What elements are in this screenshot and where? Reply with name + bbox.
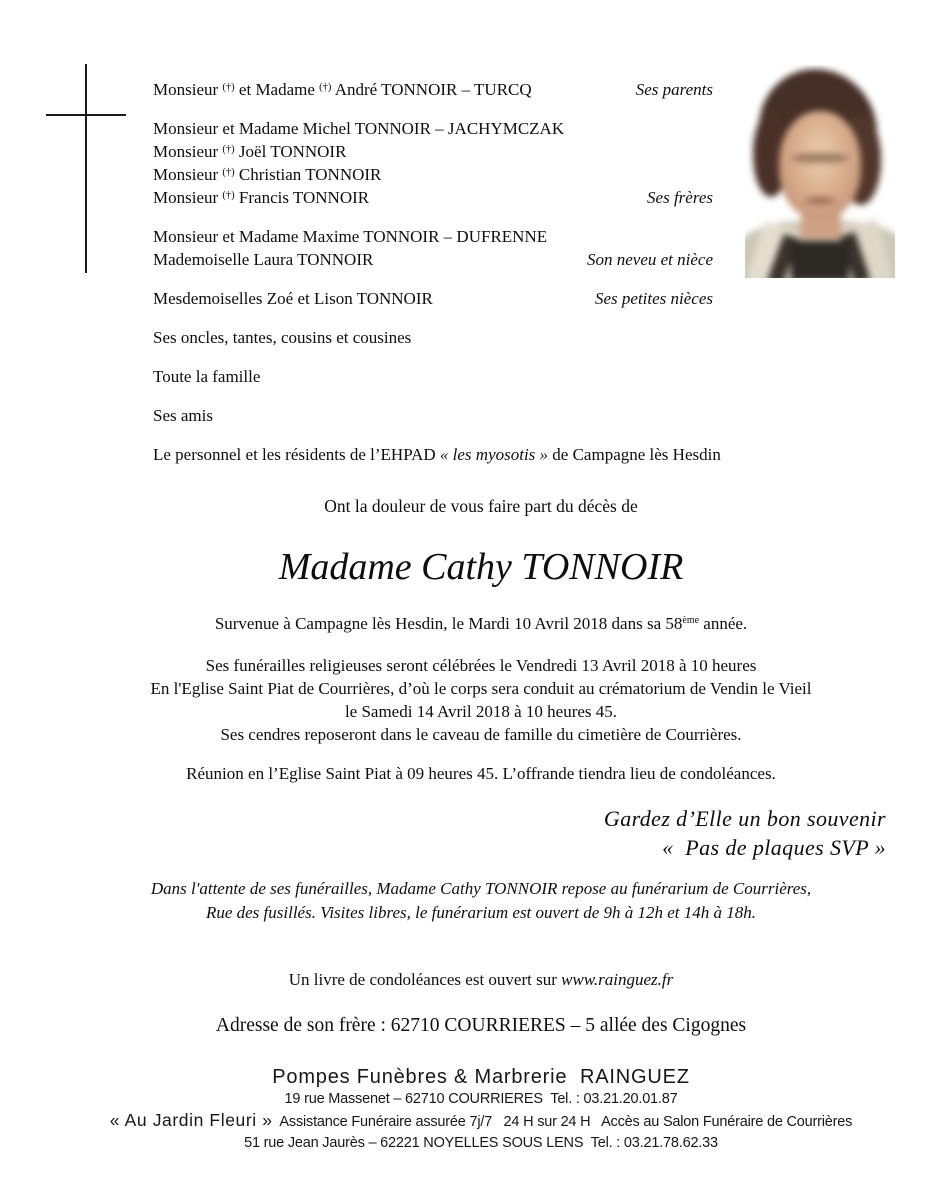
funeral-line-1: Ses funérailles religieuses seront célébrées le Vendredi 13 Avril 2018 à 10 heures bbox=[205, 656, 757, 675]
announcement-intro: Ont la douleur de vous faire part du décès de bbox=[324, 496, 638, 516]
brother-line-4 bbox=[153, 186, 713, 209]
reunion-line: Réunion en l’Eglise Saint Piat à 09 heures 45. L’offrande tiendra lieu de condoléances. bbox=[186, 764, 776, 783]
farewell-message bbox=[8, 804, 946, 862]
niece-name: Mademoiselle Laura TONNOIR bbox=[153, 250, 374, 269]
relation-label-great-nieces: Ses petites nièces bbox=[594, 289, 713, 308]
relation-label-parents: Ses parents bbox=[635, 80, 713, 99]
deceased-dagger-mark: (†) bbox=[222, 167, 235, 178]
cross-horizontal-bar bbox=[46, 114, 126, 116]
farewell-line-2: « Pas de plaques SVP » bbox=[662, 835, 886, 860]
funeral-home-address-2: 51 rue Jean Jaurès – 62221 NOYELLES SOUS LENS Tel. : 03.21.78.62.33 bbox=[244, 1135, 718, 1151]
great-nieces-line bbox=[153, 287, 713, 310]
funeral-home-footer bbox=[8, 1065, 946, 1154]
deceased-dagger-mark: (†) bbox=[222, 82, 235, 93]
funerarium-line-2: Rue des fusillés. Visites libres, le funérarium est ouvert de 9h à 12h et 14h à 18h. bbox=[205, 903, 757, 922]
funeral-home-services: Assistance Funéraire assurée 7j/7 24 H sur 24 H Accès au Salon Funéraire de Courrières bbox=[272, 1114, 853, 1130]
nephew-line-2 bbox=[153, 248, 713, 271]
ehpad-residence-name: « les myosotis » bbox=[439, 445, 549, 464]
family-line-parents bbox=[153, 78, 713, 101]
family-group-uncles bbox=[153, 326, 853, 349]
funeral-line-3: le Samedi 14 Avril 2018 à 10 heures 45. bbox=[344, 702, 618, 721]
funeral-details bbox=[8, 654, 946, 746]
nephew-line-1: Monsieur et Madame Maxime TONNOIR – DUFRENNE bbox=[153, 227, 548, 246]
funerarium-line-1: Dans l'attente de ses funérailles, Madame Cathy TONNOIR repose au funérarium de Courrières, bbox=[150, 879, 812, 898]
funeral-home-name: Pompes Funèbres & Marbrerie RAINGUEZ bbox=[272, 1066, 690, 1088]
brother-4-name: Monsieur (†) Francis TONNOIR bbox=[153, 188, 370, 207]
brother-address-line: Adresse de son frère : 62710 COURRIERES – 5 allée des Cigognes bbox=[215, 1015, 747, 1036]
brother-line-3: Monsieur (†) Christian TONNOIR bbox=[153, 165, 382, 184]
uncles-line: Ses oncles, tantes, cousins et cousines bbox=[153, 328, 412, 347]
announcement-body bbox=[8, 494, 946, 1154]
death-date-line: Survenue à Campagne lès Hesdin, le Mardi 10 Avril 2018 dans sa 58ème année. bbox=[214, 614, 748, 633]
family-group-friends bbox=[153, 404, 853, 427]
funerarium-info bbox=[8, 877, 946, 925]
brother-line-1: Monsieur et Madame Michel TONNOIR – JACHYMCZAK bbox=[153, 119, 565, 138]
whole-family-line: Toute la famille bbox=[153, 367, 261, 386]
deceased-dagger-mark: (†) bbox=[319, 82, 332, 93]
condolence-website-url: www.rainguez.fr bbox=[561, 970, 674, 989]
brother-line-2: Monsieur (†) Joël TONNOIR bbox=[153, 142, 347, 161]
farewell-line-1: Gardez d’Elle un bon souvenir bbox=[603, 806, 886, 831]
family-group-whole-family bbox=[153, 365, 853, 388]
condolence-book-line: Un livre de condoléances est ouvert sur www.rainguez.fr bbox=[288, 970, 674, 989]
funeral-home-services-line bbox=[8, 1110, 946, 1133]
family-group-parents bbox=[153, 78, 853, 101]
funeral-line-2: En l'Eglise Saint Piat de Courrières, d’où le corps sera conduit au crématorium de Vendin le Vieil bbox=[150, 679, 812, 698]
deceased-name-title: Madame Cathy TONNOIR bbox=[278, 546, 684, 588]
friends-line: Ses amis bbox=[153, 406, 213, 425]
deceased-dagger-mark: (†) bbox=[222, 144, 235, 155]
family-group-great-nieces bbox=[153, 287, 853, 310]
relation-label-nephew-niece: Son neveu et nièce bbox=[586, 250, 713, 269]
cross-vertical-bar bbox=[85, 64, 87, 273]
family-list bbox=[153, 78, 853, 482]
funeral-home-address-1: 19 rue Massenet – 62710 COURRIERES Tel. : 03.21.20.01.87 bbox=[284, 1091, 678, 1107]
family-group-brothers bbox=[153, 117, 853, 209]
parents-names: Monsieur (†) et Madame (†) André TONNOIR – TURCQ bbox=[153, 80, 532, 99]
great-nieces-names: Mesdemoiselles Zoé et Lison TONNOIR bbox=[153, 289, 433, 308]
funeral-line-4: Ses cendres reposeront dans le caveau de famille du cimetière de Courrières. bbox=[220, 725, 742, 744]
funeral-home-shop-name: « Au Jardin Fleuri » bbox=[109, 1110, 273, 1130]
relation-label-brothers: Ses frères bbox=[647, 188, 713, 207]
ehpad-line: Le personnel et les résidents de l’EHPAD « les myosotis » de Campagne lès Hesdin bbox=[153, 445, 721, 464]
family-group-nephew-niece bbox=[153, 225, 853, 271]
ordinal-superscript: ème bbox=[682, 615, 700, 626]
deceased-dagger-mark: (†) bbox=[222, 190, 235, 201]
